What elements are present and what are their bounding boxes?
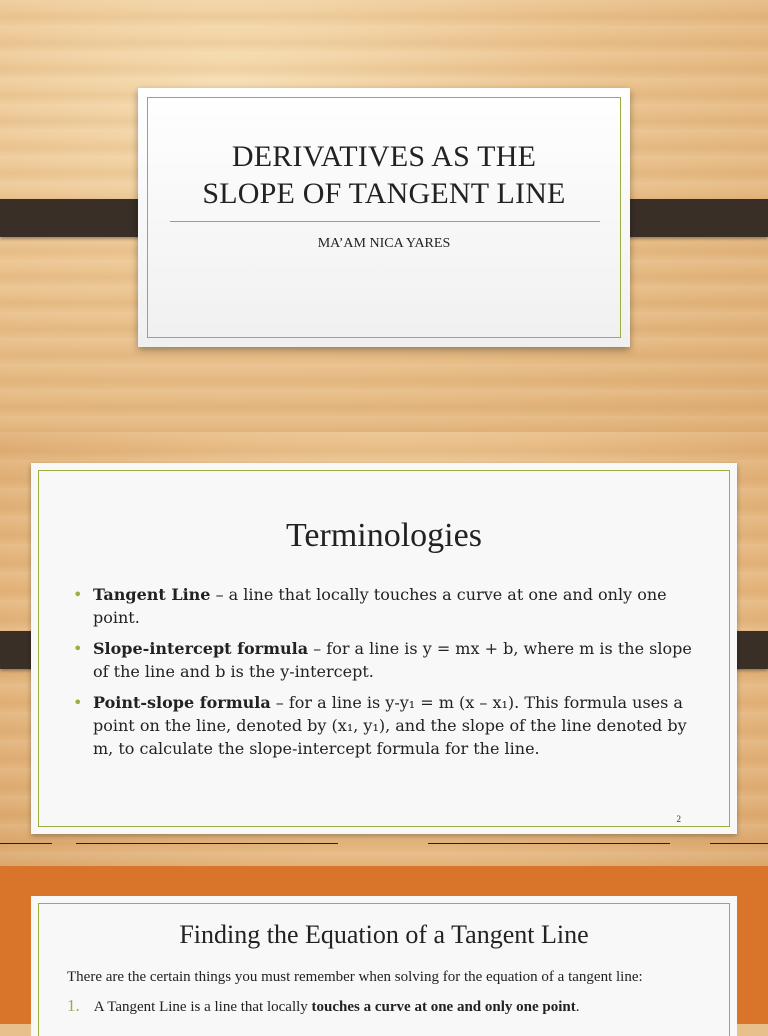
bullet-icon: • xyxy=(73,693,83,712)
item-number: 1. xyxy=(67,996,80,1015)
intro-text: There are the certain things you must remember when solving for the equation of a tangent line: xyxy=(67,969,643,985)
term-definition: – a line that locally touches a curve at one and only one point. xyxy=(93,585,667,627)
title-line-2: SLOPE OF TANGENT LINE xyxy=(202,177,566,210)
slide-2 xyxy=(0,432,768,866)
slide-1 xyxy=(0,0,768,432)
term-label: Point-slope formula xyxy=(93,693,271,712)
item-end: . xyxy=(575,999,580,1015)
slide-title xyxy=(138,138,630,212)
title-divider xyxy=(170,221,600,222)
title-card xyxy=(138,88,630,347)
decorative-bar-right xyxy=(612,199,768,237)
separator-line xyxy=(76,843,338,844)
decorative-bar-left xyxy=(0,199,156,237)
bullet-icon: • xyxy=(73,639,83,658)
bullet-icon: • xyxy=(73,585,83,604)
list-item xyxy=(67,996,579,1016)
term-label: Tangent Line xyxy=(93,585,211,604)
separator-line xyxy=(0,843,52,844)
content-card xyxy=(31,463,737,834)
page-number: 2 xyxy=(676,814,681,824)
slide-3 xyxy=(0,866,768,1024)
title-line-1: DERIVATIVES AS THE xyxy=(231,140,537,173)
item-bold-text: touches a curve at one and only one point xyxy=(311,999,576,1015)
separator-line xyxy=(710,843,768,844)
content-card xyxy=(31,896,737,1036)
slide-title: Finding the Equation of a Tangent Line xyxy=(179,920,589,949)
term-label: Slope-intercept formula xyxy=(93,639,309,658)
bullet-list xyxy=(71,583,697,768)
list-item xyxy=(71,691,697,760)
term-definition: – for a line is y = mx + b, where m is the slope of the line and b is the y-intercept. xyxy=(93,639,692,681)
item-text: A Tangent Line is a line that locally xyxy=(93,999,312,1015)
list-item xyxy=(71,637,697,683)
list-item xyxy=(71,583,697,629)
separator-line xyxy=(428,843,670,844)
slide-title: Terminologies xyxy=(286,517,482,554)
term-definition: – for a line is y-y₁ = m (x – x₁). This formula uses a point on the line, denoted by (x₁, y₁), and the slope of the line denoted by m, to calculate the slope-intercept formula for the line. xyxy=(93,693,687,758)
card-frame xyxy=(147,97,621,338)
author-subtitle: MA’AM NICA YARES xyxy=(317,236,451,251)
